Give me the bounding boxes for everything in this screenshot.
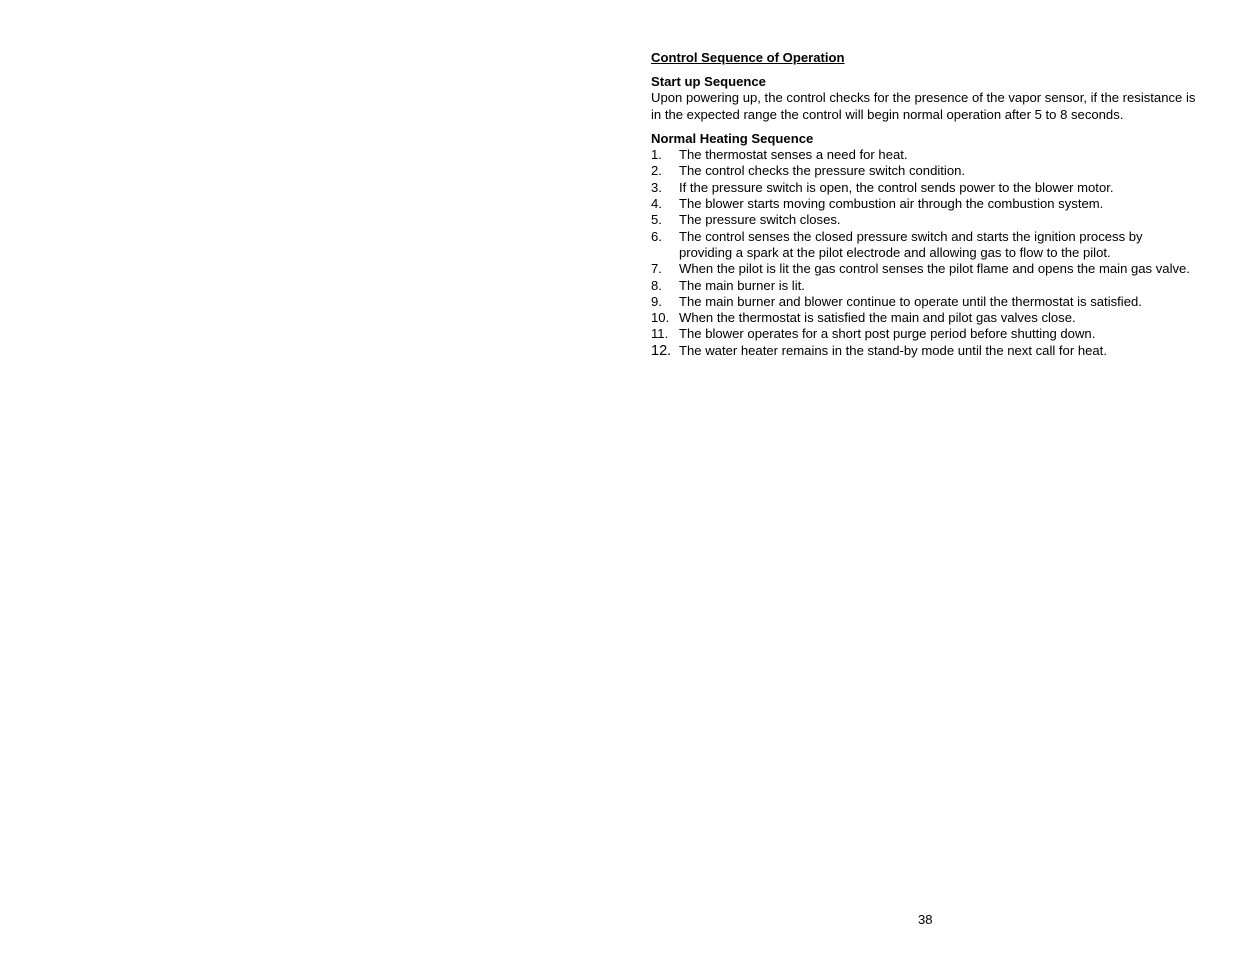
step-number: 7. xyxy=(651,261,662,277)
document-content xyxy=(651,50,1196,359)
startup-text: Upon powering up, the control checks for the presence of the vapor sensor, if the resistance is in the expected range the control will begin normal operation after 5 to 8 seconds. xyxy=(651,90,1196,122)
step-item xyxy=(651,310,1196,326)
step-text: The blower operates for a short post purge period before shutting down. xyxy=(679,326,1096,342)
step-text: The control checks the pressure switch condition. xyxy=(679,163,966,179)
page-number: 38 xyxy=(918,912,933,927)
step-text: The thermostat senses a need for heat. xyxy=(679,147,908,163)
step-text: The blower starts moving combustion air through the combustion system. xyxy=(679,196,1104,212)
normal-heating-section xyxy=(651,131,1196,359)
step-number: 5. xyxy=(651,212,662,228)
step-item xyxy=(651,294,1196,310)
step-item xyxy=(651,278,1196,294)
step-text: If the pressure switch is open, the control sends power to the blower motor. xyxy=(679,179,1114,195)
step-number: 9. xyxy=(651,293,662,309)
step-number: 11. xyxy=(651,326,669,342)
normal-heating-heading: Normal Heating Sequence xyxy=(651,130,814,146)
normal-heating-steps xyxy=(651,147,1196,359)
step-text: When the pilot is lit the gas control senses the pilot flame and opens the main gas valve. xyxy=(679,261,1190,277)
step-item xyxy=(651,196,1196,212)
step-item xyxy=(651,229,1196,262)
startup-section xyxy=(651,74,1196,123)
step-number: 6. xyxy=(651,228,662,244)
step-text: The control senses the closed pressure switch and starts the ignition process by providing a spark at the pilot electrode and allowing gas to flow to the pilot. xyxy=(679,228,1143,260)
step-item xyxy=(651,180,1196,196)
step-number: 1. xyxy=(651,147,662,163)
step-item xyxy=(651,212,1196,228)
startup-heading: Start up Sequence xyxy=(651,74,766,89)
step-number: 12. xyxy=(651,342,672,359)
step-item xyxy=(651,343,1196,359)
section-title: Control Sequence of Operation xyxy=(651,50,845,65)
step-text: When the thermostat is satisfied the main and pilot gas valves close. xyxy=(679,310,1076,326)
step-item xyxy=(651,261,1196,277)
step-item xyxy=(651,163,1196,179)
step-number: 3. xyxy=(651,179,662,195)
step-number: 4. xyxy=(651,196,662,212)
step-text: The pressure switch closes. xyxy=(679,212,841,228)
step-text: The water heater remains in the stand-by mode until the next call for heat. xyxy=(679,342,1107,358)
step-text: The main burner and blower continue to operate until the thermostat is satisfied. xyxy=(679,293,1142,309)
step-text: The main burner is lit. xyxy=(679,277,805,293)
step-item xyxy=(651,326,1196,342)
step-number: 8. xyxy=(651,277,662,293)
step-number: 2. xyxy=(651,163,662,179)
step-number: 10. xyxy=(651,310,670,326)
step-item xyxy=(651,147,1196,163)
